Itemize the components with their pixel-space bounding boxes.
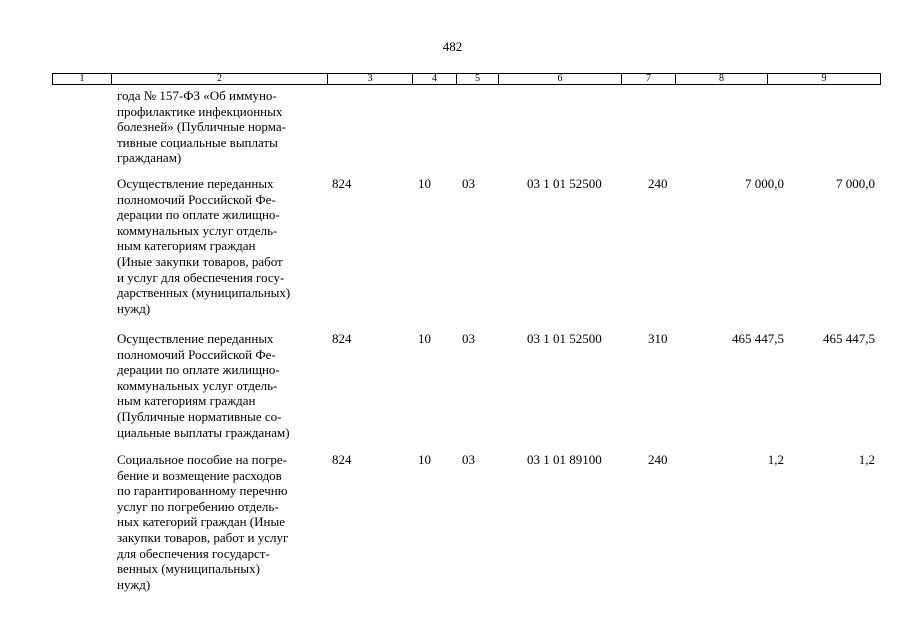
page-number: 482	[442, 39, 463, 54]
cell-subsection: 03	[462, 176, 475, 191]
description-line: болезней» (Публичные норма-	[117, 119, 286, 135]
cell-subsection: 03	[462, 331, 475, 346]
description-line: ных категорий граждан (Иные	[117, 514, 285, 530]
column-number-7: 7	[622, 74, 676, 85]
description-line: для обеспечения государст-	[117, 545, 270, 561]
cell-subsection: 03	[462, 452, 475, 467]
cell-ministry-code: 824	[332, 452, 352, 467]
column-number-8: 8	[676, 74, 768, 85]
description-line: нужд)	[117, 576, 151, 592]
description-line: (Иные закупки товаров, работ	[117, 253, 283, 269]
row-description	[117, 176, 327, 316]
description-line: дарственных (муниципальных)	[117, 285, 291, 301]
description-line: нужд)	[117, 300, 151, 316]
description-line: (Публичные нормативные со-	[117, 408, 282, 424]
cell-ministry-code: 824	[332, 176, 352, 191]
description-line: дерации по оплате жилищно-	[117, 207, 280, 223]
description-line: года № 157-ФЗ «Об иммуно-	[117, 88, 277, 103]
cell-section: 10	[418, 452, 431, 467]
description-line: циальные выплаты гражданам)	[117, 424, 290, 440]
cell-expense-type: 240	[648, 176, 668, 191]
cell-amount-col9: 7 000,0	[836, 176, 875, 191]
description-line: тивные социальные выплаты	[117, 134, 278, 150]
cell-expense-type: 240	[648, 452, 668, 467]
description-line: коммунальных услуг отдель-	[117, 377, 278, 393]
cell-amount-col8: 465 447,5	[732, 331, 784, 346]
cell-target-article: 03 1 01 89100	[527, 452, 602, 467]
cell-amount-col9: 465 447,5	[823, 331, 875, 346]
description-line: ным категориям граждан	[117, 393, 256, 409]
description-line: закупки товаров, работ и услуг	[117, 529, 289, 545]
description-line: и услуг для обеспечения госу-	[117, 269, 285, 285]
cell-amount-col8: 7 000,0	[745, 176, 784, 191]
description-line: дерации по оплате жилищно-	[117, 362, 280, 378]
description-line: Социальное пособие на погре-	[117, 452, 288, 467]
cell-amount-col9: 1,2	[858, 452, 875, 467]
row-description	[117, 452, 327, 592]
cell-section: 10	[418, 331, 431, 346]
description-line: бение и возмещение расходов	[117, 467, 282, 483]
column-number-6: 6	[499, 74, 622, 85]
description-line: Осуществление переданных	[117, 176, 274, 191]
cell-ministry-code: 824	[332, 331, 352, 346]
column-number-9: 9	[768, 74, 881, 85]
description-line: Осуществление переданных	[117, 331, 274, 346]
description-line: полномочий Российской Фе-	[117, 191, 276, 207]
description-line: гражданам)	[117, 150, 182, 166]
column-number-3: 3	[328, 74, 413, 85]
description-line: услуг по погребению отдель-	[117, 498, 279, 514]
column-number-2: 2	[112, 74, 328, 85]
row-description	[117, 88, 327, 166]
cell-expense-type: 310	[648, 331, 668, 346]
cell-amount-col8: 1,2	[767, 452, 784, 467]
description-line: по гарантированному перечню	[117, 483, 288, 499]
description-line: венных (муниципальных)	[117, 561, 260, 577]
column-number-5: 5	[457, 74, 499, 85]
column-number-4: 4	[413, 74, 457, 85]
cell-section: 10	[418, 176, 431, 191]
column-number-1: 1	[53, 74, 112, 85]
row-description	[117, 331, 327, 440]
description-line: полномочий Российской Фе-	[117, 346, 276, 362]
cell-target-article: 03 1 01 52500	[527, 176, 602, 191]
description-line: профилактике инфекционных	[117, 103, 283, 119]
description-line: коммунальных услуг отдель-	[117, 222, 278, 238]
cell-target-article: 03 1 01 52500	[527, 331, 602, 346]
description-line: ным категориям граждан	[117, 238, 256, 254]
